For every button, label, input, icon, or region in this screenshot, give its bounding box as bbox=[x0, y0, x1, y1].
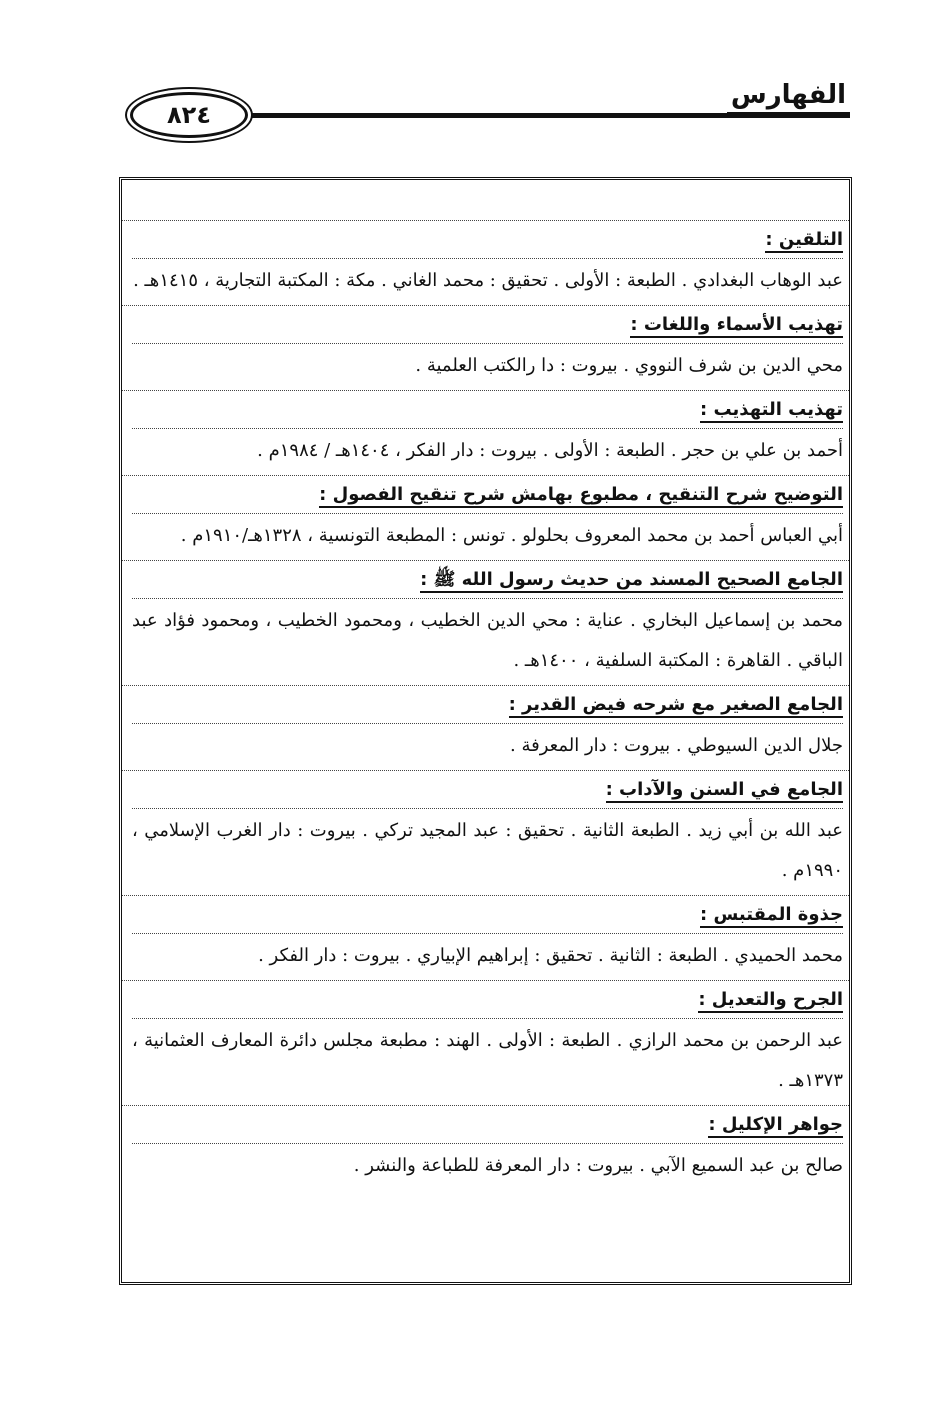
index-frame bbox=[119, 177, 852, 1285]
entry-title bbox=[132, 981, 843, 1019]
entry-title bbox=[132, 896, 843, 934]
entry-body: عبد الله بن أبي زيد . الطبعة الثانية . تحقيق : عبد المجيد تركي . بيروت : دار الغرب الإسلامي ، ١٩٩٠م . bbox=[132, 820, 843, 881]
entry-title-text: الجامع في السنن والآداب : bbox=[606, 779, 843, 803]
entry-body: جلال الدين السيوطي . بيروت : دار المعرفة . bbox=[510, 735, 843, 756]
page-number-badge bbox=[130, 92, 248, 138]
page-title: الفهارس bbox=[727, 80, 850, 116]
entry-title bbox=[132, 476, 843, 514]
entry-body: محي الدين بن شرف النووي . بيروت : دا رالكتب العلمية . bbox=[415, 355, 843, 376]
index-entries bbox=[122, 220, 849, 1190]
index-entry bbox=[122, 306, 849, 391]
index-entry bbox=[122, 221, 849, 306]
index-entry bbox=[122, 561, 849, 686]
entry-title-text: تهذيب التهذيب : bbox=[700, 399, 843, 423]
entry-title-text: التوضيح شرح التنقيح ، مطبوع بهامش شرح تنقيح الفصول : bbox=[319, 484, 843, 508]
entry-body: صالح بن عبد السميع الآبي . بيروت : دار المعرفة للطباعة والنشر . bbox=[353, 1155, 843, 1176]
index-entry bbox=[122, 391, 849, 476]
entry-title-text: الجامع الصغير مع شرحه فيض القدير : bbox=[509, 694, 843, 718]
entry-title bbox=[132, 561, 843, 599]
index-entry bbox=[122, 686, 849, 771]
index-entry bbox=[122, 896, 849, 981]
entry-title-text: التلقين : bbox=[765, 229, 843, 253]
entry-title-text: تهذيب الأسماء واللغات : bbox=[630, 314, 843, 338]
entry-body: محمد بن إسماعيل البخاري . عناية : محي الدين الخطيب ، ومحمود الخطيب ، ومحمود فؤاد عبد الباقي . القاهرة : المكتبة السلفية ، ١٤٠٠هـ . bbox=[132, 610, 843, 671]
page-number: ٨٢٤ bbox=[167, 101, 211, 129]
page-header bbox=[130, 80, 850, 150]
entry-body: عبد الوهاب البغدادي . الطبعة : الأولى . تحقيق : محمد الغاني . مكة : المكتبة التجارية ، ١٤١٥هـ . bbox=[133, 270, 843, 291]
entry-title bbox=[132, 391, 843, 429]
entry-title bbox=[132, 306, 843, 344]
entry-title bbox=[132, 1106, 843, 1144]
entry-title-text: الجرح والتعديل : bbox=[698, 989, 843, 1013]
entry-body: أبي العباس أحمد بن محمد المعروف بحلولو . تونس : المطبعة التونسية ، ١٣٢٨هـ/١٩١٠م . bbox=[180, 525, 843, 546]
index-entry bbox=[122, 981, 849, 1106]
entry-body: محمد الحميدي . الطبعة : الثانية . تحقيق : إبراهيم الإبياري . بيروت : دار الفكر . bbox=[258, 945, 843, 966]
index-entry bbox=[122, 771, 849, 896]
entry-title bbox=[132, 221, 843, 259]
index-entry bbox=[122, 476, 849, 561]
entry-title-text: جذوة المقتبس : bbox=[700, 904, 843, 928]
entry-title-text: جواهر الإكليل : bbox=[708, 1114, 843, 1138]
entry-title-text: الجامع الصحيح المسند من حديث رسول الله ﷺ : bbox=[420, 569, 843, 593]
entry-body: أحمد بن علي بن حجر . الطبعة : الأولى . بيروت : دار الفكر ، ١٤٠٤هـ / ١٩٨٤م . bbox=[257, 440, 843, 461]
index-entry bbox=[122, 1106, 849, 1190]
entry-title bbox=[132, 686, 843, 724]
entry-title bbox=[132, 771, 843, 809]
entry-body: عبد الرحمن بن محمد الرازي . الطبعة : الأولى . الهند : مطبعة مجلس دائرة المعارف العثمانية ، ١٣٧٣هـ . bbox=[132, 1030, 843, 1091]
